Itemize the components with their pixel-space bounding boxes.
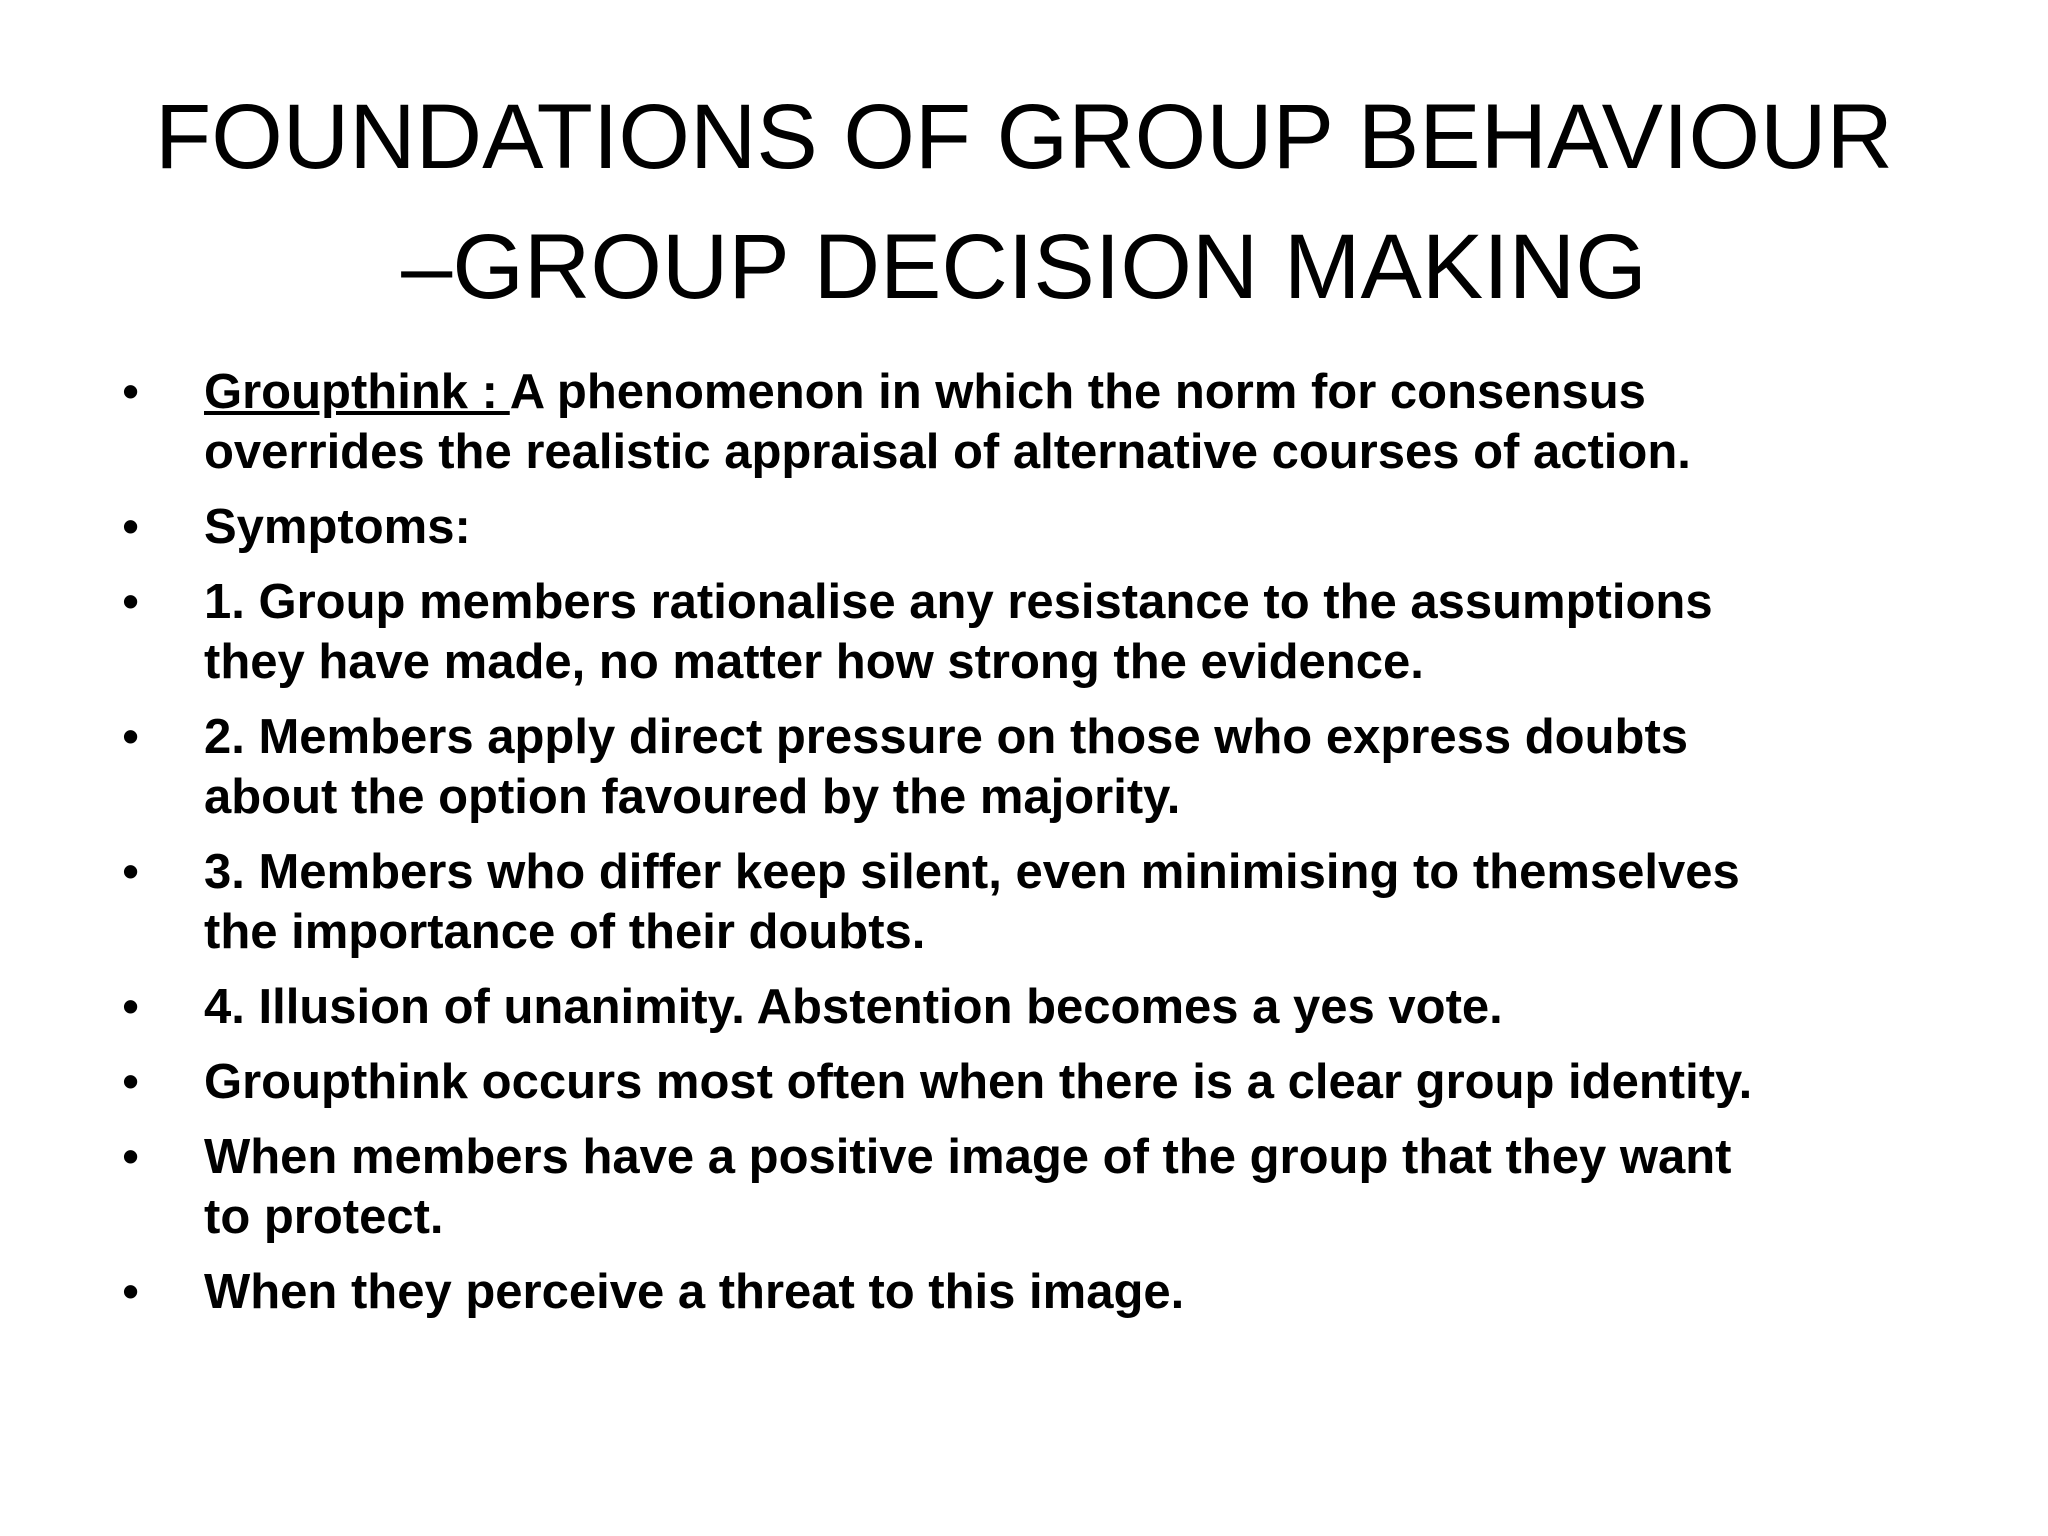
title-line-1: FOUNDATIONS OF GROUP BEHAVIOUR <box>155 86 1893 188</box>
bullet-line: 2. Members apply direct pressure on those who express doubts <box>204 710 1689 764</box>
bullet-item-symptom-3 <box>118 842 1948 962</box>
bullet-line: they have made, no matter how strong the evidence. <box>204 635 1424 689</box>
bullet-item-symptom-4 <box>118 977 1948 1037</box>
bullet-line: 1. Group members rationalise any resistance to the assumptions <box>204 575 1713 629</box>
groupthink-term: Groupthink : <box>204 365 510 419</box>
bullet-icon: • <box>122 710 140 764</box>
bullet-line: When they perceive a threat to this image. <box>204 1265 1185 1319</box>
definition-text: A phenomenon in which the norm for consensus <box>509 365 1646 419</box>
bullet-line: Symptoms: <box>204 500 471 554</box>
bullet-line: the importance of their doubts. <box>204 905 926 959</box>
bullet-icon: • <box>122 1055 140 1109</box>
bullet-item-groupthink-definition <box>118 362 1948 482</box>
bullet-icon: • <box>122 1130 140 1184</box>
bullet-icon: • <box>122 1265 140 1319</box>
bullet-icon: • <box>122 365 140 419</box>
bullet-line: about the option favoured by the majority. <box>204 770 1181 824</box>
slide-title <box>100 72 1948 332</box>
bullet-line: to protect. <box>204 1190 444 1244</box>
bullet-item-threat <box>118 1262 1948 1322</box>
bullet-icon: • <box>122 845 140 899</box>
bullet-icon: • <box>122 500 140 554</box>
bullet-item-symptom-1 <box>118 572 1948 692</box>
title-line-2: –GROUP DECISION MAKING <box>401 216 1647 318</box>
bullet-item-symptom-2 <box>118 707 1948 827</box>
bullet-item-clear-identity <box>118 1052 1948 1112</box>
bullet-line: overrides the realistic appraisal of alternative courses of action. <box>204 425 1691 479</box>
bullet-icon: • <box>122 575 140 629</box>
bullet-list <box>118 362 1948 1337</box>
bullet-line: When members have a positive image of the group that they want <box>204 1130 1732 1184</box>
bullet-line: 3. Members who differ keep silent, even minimising to themselves <box>204 845 1740 899</box>
bullet-line: Groupthink occurs most often when there is a clear group identity. <box>204 1055 1753 1109</box>
bullet-line <box>204 362 1948 422</box>
bullet-line: 4. Illusion of unanimity. Abstention becomes a yes vote. <box>204 980 1503 1034</box>
bullet-icon: • <box>122 980 140 1034</box>
bullet-item-positive-image <box>118 1127 1948 1247</box>
bullet-item-symptoms <box>118 497 1948 557</box>
